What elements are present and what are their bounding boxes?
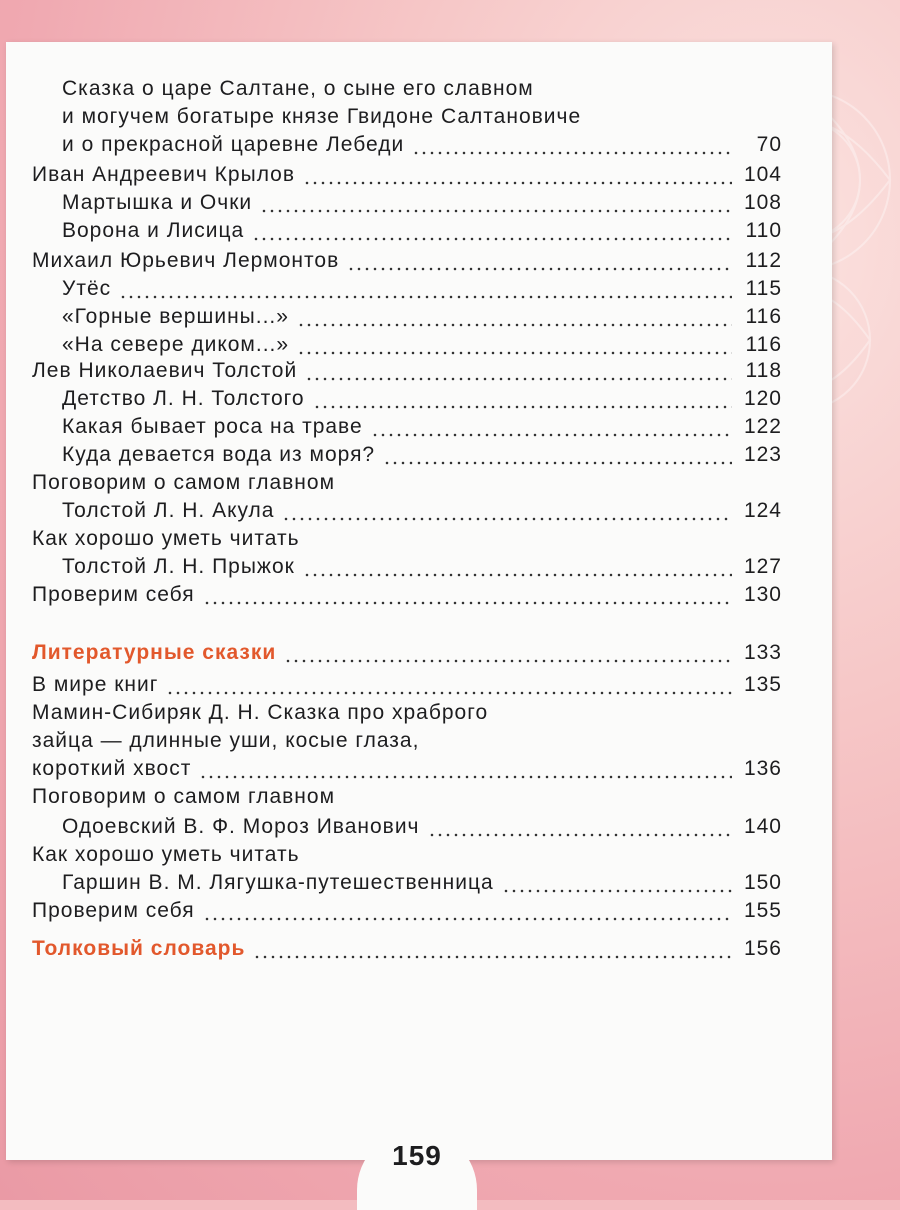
toc-entry-title: Какая бывает роса на траве [62,415,363,438]
dot-leader [260,209,732,213]
toc-entry [62,131,782,159]
toc-entry [32,525,782,553]
toc-entry-title: Поговорим о самом главном [32,785,336,808]
dot-leader [303,181,732,185]
toc-page-number: 150 [743,871,782,894]
dot-leader [297,323,732,327]
toc-page-number: 110 [745,219,782,242]
toc-page-number: 115 [745,277,782,300]
toc-entry-title: Литературные сказки [32,641,277,664]
toc-entry [32,581,782,609]
toc-entry [32,671,782,699]
toc-entry [32,897,782,925]
toc-entry-title: Гаршин В. М. Лягушка-путешественница [62,871,494,894]
toc-entry-title: Поговорим о самом главном [32,471,336,494]
toc-entry-title: зайца — длинные уши, косые глаза, [32,729,420,752]
page-number: 159 [392,1140,442,1171]
toc-entry [62,553,782,581]
toc-page-number: 123 [743,443,782,466]
toc-entry [62,103,782,131]
toc-entry-title: Лев Николаевич Толстой [32,359,298,382]
toc-entry [62,869,782,897]
toc-page-number: 116 [745,305,782,328]
toc-entry [32,727,782,755]
toc-page-number: 104 [743,163,782,186]
dot-leader [203,917,732,921]
toc-page-number: 156 [743,937,782,960]
dot-leader [502,889,732,893]
toc-entry [62,441,782,469]
toc-entry [62,385,782,413]
dot-leader [203,601,732,605]
dot-leader [119,295,732,299]
toc-page-number: 133 [743,641,782,664]
toc-page-number: 130 [743,583,782,606]
toc-entry-title: Ворона и Лисица [62,219,245,242]
toc-entry-title: Одоевский В. Ф. Мороз Иванович [62,815,420,838]
toc-page-number: 112 [745,249,782,272]
toc-page-number: 116 [745,333,782,356]
toc-entry-title: Проверим себя [32,899,195,922]
toc-entry-title: Толковый словарь [32,937,246,960]
toc-entry [62,75,782,103]
dot-leader [253,955,732,959]
toc-entry-title: Мамин-Сибиряк Д. Н. Сказка про храброго [32,701,489,724]
toc-page-number: 120 [743,387,782,410]
toc-entry-title: Михаил Юрьевич Лермонтов [32,249,340,272]
dot-leader [252,237,732,241]
toc-entry [32,755,782,783]
toc-entry [32,357,782,385]
dot-leader [284,659,732,663]
toc-page-number: 135 [743,673,782,696]
dot-leader [383,461,732,465]
dot-leader [297,351,732,355]
toc-page-number: 140 [743,815,782,838]
dot-leader [305,377,732,381]
toc-entry-title: Мартышка и Очки [62,191,253,214]
dot-leader [303,573,732,577]
dot-leader [166,691,732,695]
toc-entry-title: Детство Л. Н. Толстого [62,387,305,410]
dot-leader [412,151,732,155]
toc-entry-title: «На севере диком...» [62,333,290,356]
toc-entry [62,275,782,303]
toc-entry [32,699,782,727]
toc-entry [32,469,782,497]
toc-entry-title: короткий хвост [32,757,192,780]
toc-page-number: 70 [756,133,782,156]
dot-leader [428,833,732,837]
toc-entry-title: и о прекрасной царевне Лебеди [62,133,405,156]
toc-page-number: 124 [743,499,782,522]
toc-entry [32,247,782,275]
toc-entry [32,841,782,869]
toc-section-heading [32,639,782,667]
dot-leader [282,517,732,521]
toc-page-number: 127 [743,555,782,578]
dot-leader [313,405,732,409]
toc-entry [62,413,782,441]
dot-leader [371,433,732,437]
toc-entry-title: В мире книг [32,673,159,696]
toc-entry [62,217,782,245]
toc-entry [62,497,782,525]
toc-page-number: 136 [743,757,782,780]
toc-entry [32,161,782,189]
book-page [6,42,832,1160]
toc-entry-title: Проверим себя [32,583,195,606]
dot-leader [347,267,732,271]
toc-entry-title: и могучем богатыре князе Гвидоне Салтановиче [62,105,582,128]
toc-entry-title: Толстой Л. Н. Прыжок [62,555,295,578]
toc-page-number: 155 [743,899,782,922]
toc-entry [62,189,782,217]
dot-leader [199,775,732,779]
toc-entry-title: Сказка о царе Салтане, о сыне его славном [62,77,534,100]
toc-page-number: 108 [743,191,782,214]
toc-entry-title: Утёс [62,277,112,300]
toc-entry [62,331,782,359]
toc-entry-title: «Горные вершины...» [62,305,289,328]
toc-entry-title: Как хорошо уметь читать [32,527,300,550]
toc-entry-title: Как хорошо уметь читать [32,843,300,866]
toc-entry-title: Иван Андреевич Крылов [32,163,296,186]
toc-page-number: 118 [745,359,782,382]
toc-section-heading [32,935,782,963]
toc-page-number: 122 [743,415,782,438]
toc-entry [62,303,782,331]
toc-entry [32,783,782,811]
toc-entry-title: Толстой Л. Н. Акула [62,499,275,522]
toc-entry-title: Куда девается вода из моря? [62,443,376,466]
toc-entry [62,813,782,841]
